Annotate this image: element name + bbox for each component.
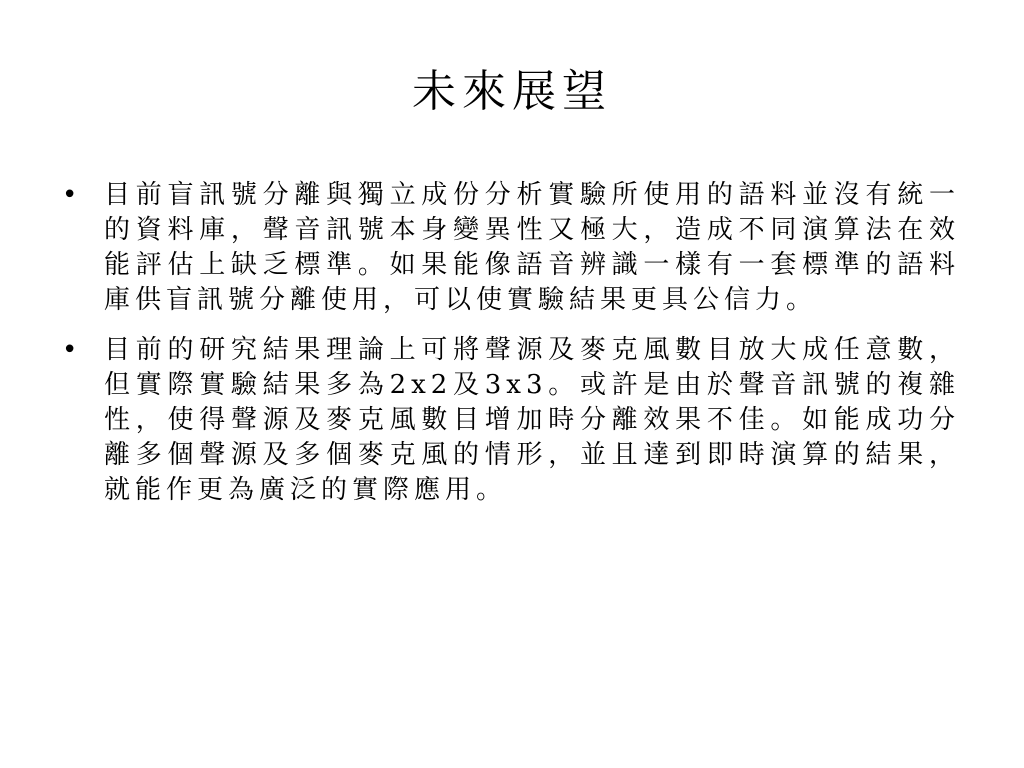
bullet-text-1: 目前盲訊號分離與獨立成份分析實驗所使用的語料並沒有統一的資料庫，聲音訊號本身變異性又極大，造成不同演算法在效能評估上缺乏標準。如果能像語音辨識一樣有一套標準的語料庫供盲訊號分離使用，可以使實驗結果更具公信力。 [104, 180, 960, 315]
bullet-item-2 [60, 333, 960, 508]
bullet-item-1 [60, 178, 960, 318]
bullet-icon: • [62, 180, 78, 210]
slide-title: 未來展望 [412, 66, 612, 117]
bullet-text-2: 目前的研究結果理論上可將聲源及麥克風數目放大成任意數，但實際實驗結果多為2x2及3x3。或許是由於聲音訊號的複雜性，使得聲源及麥克風數目增加時分離效果不佳。如能成功分離多個聲源及多個麥克風的情形，並且達到即時演算的結果，就能作更為廣泛的實際應用。 [104, 335, 960, 505]
bullet-list [60, 178, 960, 523]
bullet-icon: • [62, 335, 78, 365]
